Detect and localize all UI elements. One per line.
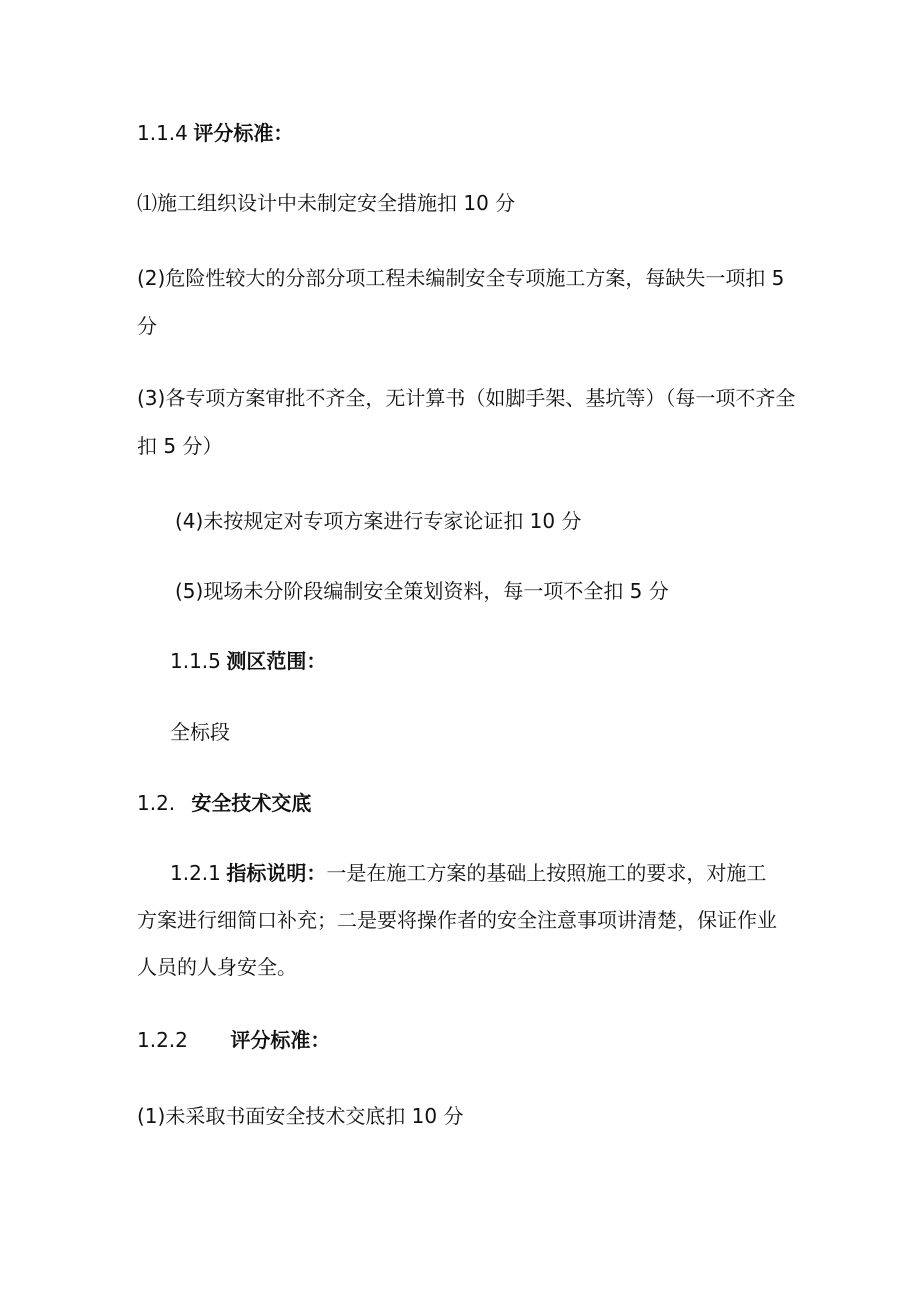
section-title: 安全技术交底 (191, 791, 312, 815)
criterion-item-cont: 扣 5 分） (137, 434, 223, 458)
criterion-item: (3)各专项方案审批不齐全，无计算书（如脚手架、基坑等）（每一项不齐全 (137, 386, 796, 410)
section-title: 评分标准： (193, 121, 294, 145)
section-number: 1.2.1 (170, 861, 221, 885)
criterion-item: (2)危险性较大的分部分项工程未编制安全专项施工方案，每缺失一项扣 5 (137, 266, 785, 290)
criterion-item: (4)未按规定对专项方案进行专家论证扣 10 分 (175, 509, 582, 533)
criterion-item: (1)未采取书面安全技术交底扣 10 分 (137, 1104, 464, 1128)
criterion-item: ⑴施工组织设计中未制定安全措施扣 10 分 (137, 191, 516, 215)
section-title: 评分标准： (230, 1028, 331, 1052)
description-text: 一是在施工方案的基础上按照施工的要求，对施工 (326, 861, 767, 885)
heading-1-2-2 (137, 1027, 330, 1053)
section-number: 1.1.5 (170, 649, 221, 673)
section-number: 1.2. (137, 791, 176, 815)
heading-1-2-1 (170, 860, 766, 886)
heading-1-1-4 (137, 120, 293, 146)
description-text-cont: 人员的人身安全。 (137, 955, 297, 979)
criterion-item-cont: 分 (137, 314, 157, 338)
section-number: 1.1.4 (137, 121, 188, 145)
heading-1-1-5 (170, 648, 326, 674)
section-title: 测区范围： (226, 649, 327, 673)
scope-text: 全标段 (170, 720, 230, 744)
section-number: 1.2.2 (137, 1028, 188, 1052)
criterion-item: (5)现场未分阶段编制安全策划资料，每一项不全扣 5 分 (175, 579, 669, 603)
heading-1-2 (137, 790, 311, 816)
description-text-cont: 方案进行细简口补充；二是要将操作者的安全注意事项讲清楚，保证作业 (137, 908, 777, 932)
section-title: 指标说明： (226, 861, 327, 885)
